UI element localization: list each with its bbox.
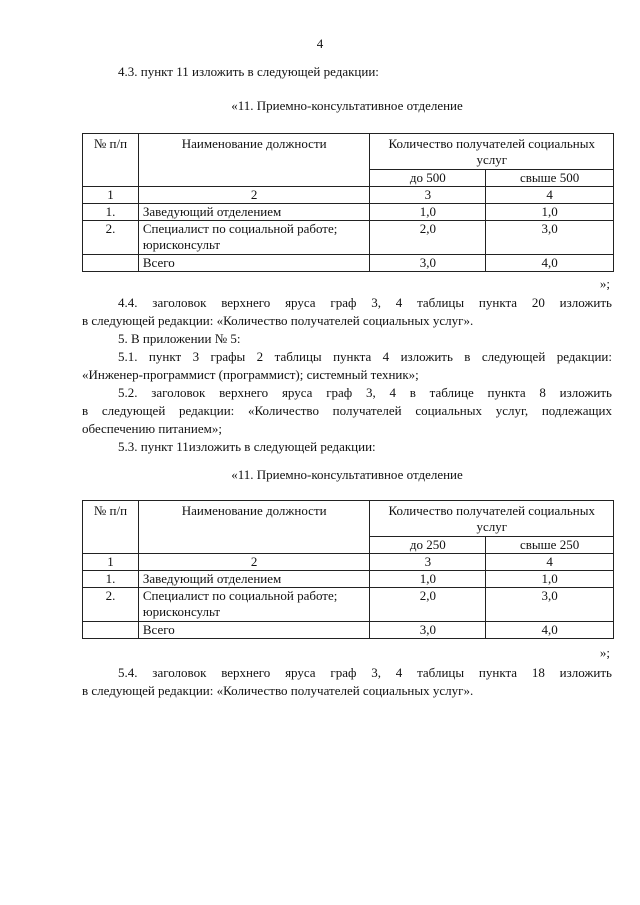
- row-value-b: 1,0: [486, 571, 614, 588]
- col-number: 3: [370, 554, 486, 571]
- col-number: 2: [138, 554, 370, 571]
- quote-close-1: »;: [599, 276, 610, 291]
- paragraph-5-1-line1: 5.1. пункт 3 графы 2 таблицы пункта 4 изложить в следующей редакции:: [118, 349, 612, 364]
- subheader-a: до 250: [370, 537, 486, 554]
- row-value-b: 3,0: [486, 588, 614, 622]
- col-number: 4: [486, 187, 614, 204]
- header-position: Наименование должности: [138, 134, 370, 187]
- row-number: [83, 255, 139, 272]
- section-title-2: «11. Приемно-консультативное отделение: [231, 467, 463, 482]
- row-value-a: 1,0: [370, 204, 486, 221]
- paragraph-5-2-line3: обеспечению питанием»;: [82, 421, 222, 436]
- row-number: 2.: [83, 221, 139, 255]
- paragraph-4-4-line1: 4.4. заголовок верхнего яруса граф 3, 4 таблицы пункта 20 изложить: [118, 295, 612, 310]
- row-value-b: 4,0: [486, 622, 614, 639]
- row-position: Заведующий отделением: [138, 571, 370, 588]
- col-number: 1: [83, 187, 139, 204]
- col-number: 1: [83, 554, 139, 571]
- header-quantity: Количество получателей социальных услуг: [370, 134, 614, 170]
- table-row: [83, 204, 614, 221]
- row-number: 2.: [83, 588, 139, 622]
- col-number: 2: [138, 187, 370, 204]
- staff-table-2: [82, 500, 614, 639]
- paragraph-5: 5. В приложении № 5:: [118, 331, 241, 346]
- header-no: № п/п: [83, 134, 139, 187]
- paragraph-5-4-line1: 5.4. заголовок верхнего яруса граф 3, 4 таблицы пункта 18 изложить: [118, 665, 612, 680]
- paragraph-4-3: 4.3. пункт 11 изложить в следующей редакции:: [118, 64, 379, 79]
- row-number: [83, 622, 139, 639]
- header-position: Наименование должности: [138, 501, 370, 554]
- subheader-a: до 500: [370, 170, 486, 187]
- paragraph-5-1-line2: «Инженер-программист (программист); системный техник»;: [82, 367, 419, 382]
- page-number: 4: [316, 36, 324, 51]
- row-position: Всего: [138, 622, 370, 639]
- row-number: 1.: [83, 571, 139, 588]
- row-value-a: 2,0: [370, 588, 486, 622]
- paragraph-5-4-line2: в следующей редакции: «Количество получателей социальных услуг».: [82, 683, 474, 698]
- quote-close-2: »;: [599, 645, 610, 660]
- col-number: 3: [370, 187, 486, 204]
- row-number: 1.: [83, 204, 139, 221]
- table-row: [83, 588, 614, 622]
- header-no: № п/п: [83, 501, 139, 554]
- subheader-b: свыше 500: [486, 170, 614, 187]
- row-value-a: 3,0: [370, 255, 486, 272]
- row-position: Специалист по социальной работе; юрисконсульт: [138, 588, 370, 622]
- row-position: Всего: [138, 255, 370, 272]
- row-position: Специалист по социальной работе; юрисконсульт: [138, 221, 370, 255]
- row-value-b: 1,0: [486, 204, 614, 221]
- staff-table-1: [82, 133, 614, 272]
- row-position: Заведующий отделением: [138, 204, 370, 221]
- paragraph-5-3: 5.3. пункт 11изложить в следующей редакции:: [118, 439, 376, 454]
- table-row: [83, 622, 614, 639]
- table-row: [83, 255, 614, 272]
- row-value-a: 2,0: [370, 221, 486, 255]
- paragraph-4-4-line2: в следующей редакции: «Количество получателей социальных услуг».: [82, 313, 474, 328]
- row-value-a: 1,0: [370, 571, 486, 588]
- col-number: 4: [486, 554, 614, 571]
- header-quantity: Количество получателей социальных услуг: [370, 501, 614, 537]
- subheader-b: свыше 250: [486, 537, 614, 554]
- paragraph-5-2-line2: в следующей редакции: «Количество получателей социальных услуг, подлежащих: [82, 403, 612, 418]
- table-row: [83, 571, 614, 588]
- paragraph-5-2-line1: 5.2. заголовок верхнего яруса граф 3, 4 в таблице пункта 8 изложить: [118, 385, 612, 400]
- section-title-1: «11. Приемно-консультативное отделение: [231, 98, 463, 113]
- row-value-b: 4,0: [486, 255, 614, 272]
- row-value-a: 3,0: [370, 622, 486, 639]
- row-value-b: 3,0: [486, 221, 614, 255]
- table-row: [83, 221, 614, 255]
